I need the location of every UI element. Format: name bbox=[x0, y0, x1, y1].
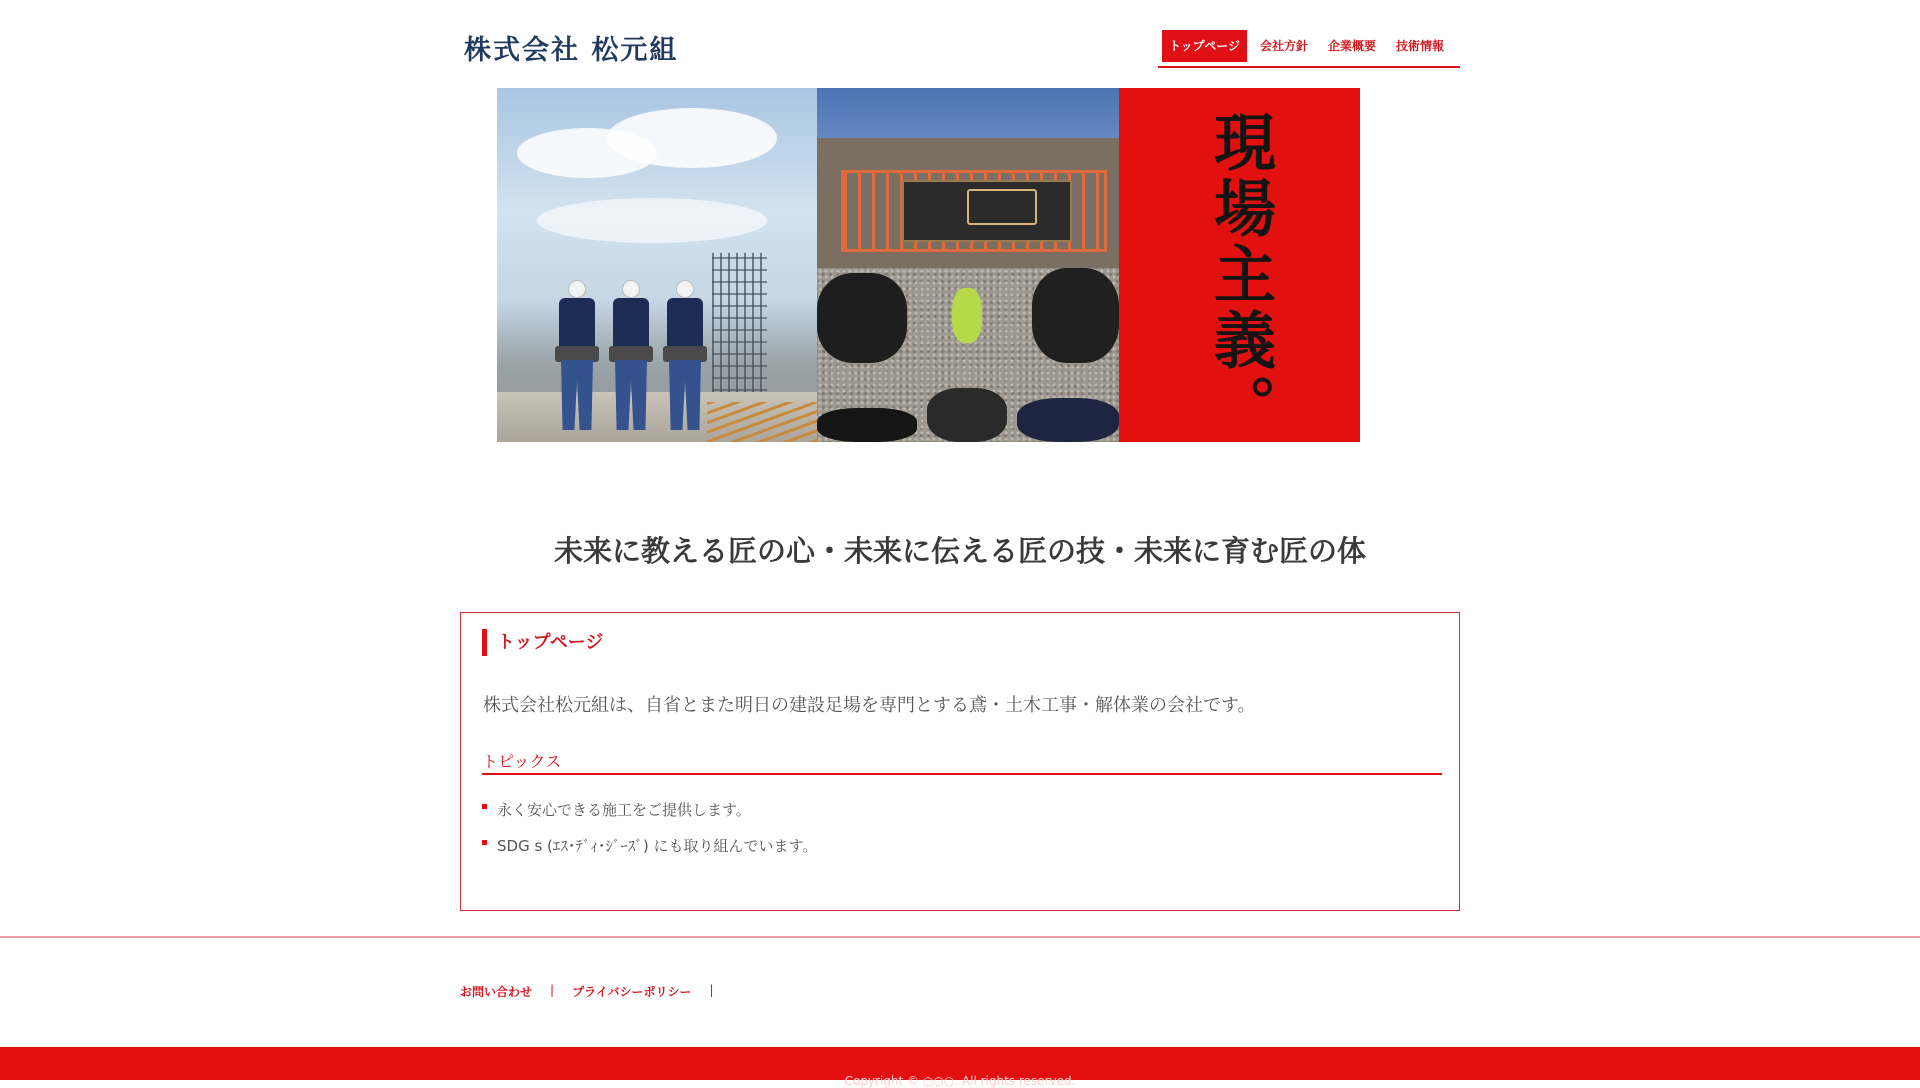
hero-slogan-text: 現場主義。 bbox=[1203, 110, 1277, 440]
nav-item-company-overview[interactable]: 企業概要 bbox=[1327, 39, 1376, 53]
hero-photo-signboard bbox=[817, 88, 1119, 442]
copyright-text: Copyright © ○○○. All rights reserved. bbox=[844, 1074, 1076, 1088]
topics-heading: トピックス bbox=[482, 749, 1442, 775]
site-header bbox=[460, 0, 1460, 70]
nav-item-technical-info[interactable]: 技術情報 bbox=[1395, 39, 1444, 53]
privacy-policy-link[interactable]: プライバシーポリシー bbox=[572, 985, 692, 999]
hero-slogan-panel bbox=[1119, 88, 1360, 442]
company-intro: 株式会社松元組は、自省とまた明日の建設足場を専門とする鳶・土木工事・解体業の会社です。 bbox=[483, 695, 1256, 716]
footer-separator: | bbox=[709, 983, 714, 997]
company-logo[interactable]: 株式会社 松元組 bbox=[464, 35, 679, 66]
section-title: トップページ bbox=[482, 629, 603, 656]
topics-list bbox=[482, 800, 817, 872]
hero-banner bbox=[497, 88, 1360, 442]
list-item: 永く安心できる施工をご提供します。 bbox=[482, 800, 817, 836]
footer-divider bbox=[0, 936, 1920, 938]
contact-link[interactable]: お問い合わせ bbox=[460, 985, 533, 999]
nav-item-company-policy[interactable]: 会社方針 bbox=[1259, 39, 1308, 53]
footer-separator: | bbox=[550, 983, 555, 997]
hero-photo-workers bbox=[497, 88, 817, 442]
footer-links bbox=[460, 983, 732, 1000]
copyright-bar bbox=[0, 1047, 1920, 1088]
main-content-box bbox=[460, 612, 1460, 911]
nav-item-top-page[interactable]: トップページ bbox=[1162, 30, 1247, 62]
page-tagline: 未来に教える匠の心・未来に伝える匠の技・未来に育む匠の体 bbox=[553, 534, 1366, 568]
list-item: SDG s (ｴｽ･ﾃﾞｨ･ｼﾞｰｽﾞ) にも取り組んでいます。 bbox=[482, 836, 817, 872]
main-nav bbox=[1158, 29, 1460, 68]
